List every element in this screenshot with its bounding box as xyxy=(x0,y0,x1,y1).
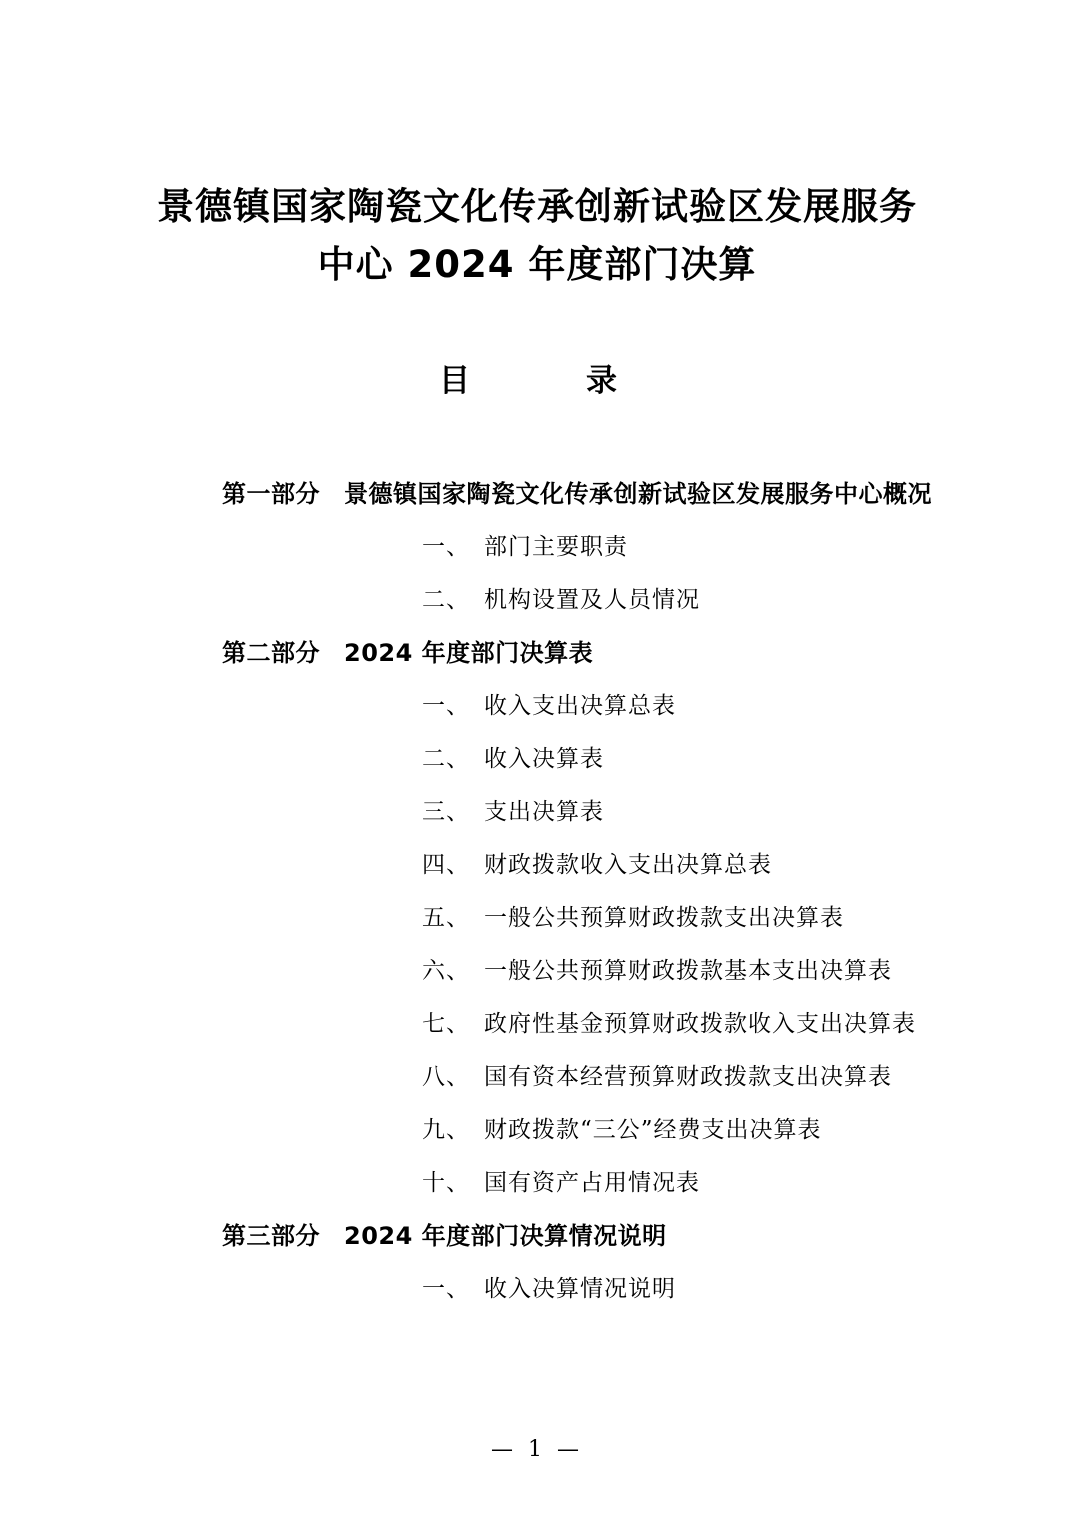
toc-item[interactable] xyxy=(150,998,940,1051)
toc-part-label: 第一部分 xyxy=(222,480,320,508)
toc-item[interactable] xyxy=(150,892,940,945)
toc-item-number: 七、 xyxy=(422,1011,470,1037)
toc-item-label: 收入决算表 xyxy=(484,746,604,772)
toc-part-label: 第二部分 xyxy=(222,639,320,667)
toc-item-number: 五、 xyxy=(422,905,470,931)
toc-item-label: 一般公共预算财政拨款基本支出决算表 xyxy=(484,958,892,984)
toc-item-label: 支出决算表 xyxy=(484,799,604,825)
toc-item[interactable] xyxy=(150,839,940,892)
table-of-contents xyxy=(150,468,940,1316)
toc-part-title: 2024 年度部门决算表 xyxy=(344,639,594,667)
toc-item[interactable] xyxy=(150,1051,940,1104)
toc-item-number: 一、 xyxy=(422,693,470,719)
toc-item[interactable] xyxy=(150,1263,940,1316)
toc-item-label: 收入支出决算总表 xyxy=(484,693,676,719)
toc-item-number: 六、 xyxy=(422,958,470,984)
toc-item[interactable] xyxy=(150,574,940,627)
toc-item-label: 政府性基金预算财政拨款收入支出决算表 xyxy=(484,1011,916,1037)
toc-item-label: 机构设置及人员情况 xyxy=(484,587,700,613)
toc-heading: 目 录 xyxy=(439,363,635,399)
toc-item-number: 二、 xyxy=(422,587,470,613)
toc-part-title: 2024 年度部门决算情况说明 xyxy=(344,1222,667,1250)
toc-item[interactable] xyxy=(150,1157,940,1210)
toc-item-number: 八、 xyxy=(422,1064,470,1090)
toc-item-number: 九、 xyxy=(422,1117,470,1143)
toc-item-label: 部门主要职责 xyxy=(484,534,628,560)
toc-item-label: 一般公共预算财政拨款支出决算表 xyxy=(484,905,844,931)
toc-item[interactable] xyxy=(150,521,940,574)
toc-item[interactable] xyxy=(150,945,940,998)
toc-item[interactable] xyxy=(150,733,940,786)
toc-item-label: 国有资本经营预算财政拨款支出决算表 xyxy=(484,1064,892,1090)
toc-item-number: 三、 xyxy=(422,799,470,825)
toc-item-number: 一、 xyxy=(422,1276,470,1302)
toc-item-number: 十、 xyxy=(422,1170,470,1196)
toc-item-number: 一、 xyxy=(422,534,470,560)
toc-item-number: 四、 xyxy=(422,852,470,878)
toc-part-title: 景德镇国家陶瓷文化传承创新试验区发展服务中心概况 xyxy=(344,480,932,508)
toc-item-label: 国有资产占用情况表 xyxy=(484,1170,700,1196)
page-number: — 1 — xyxy=(491,1437,583,1462)
toc-item-label: 财政拨款收入支出决算总表 xyxy=(484,852,772,878)
document-title: 景德镇国家陶瓷文化传承创新试验区发展服务中心 2024 年度部门决算 xyxy=(157,185,917,286)
toc-item[interactable] xyxy=(150,1104,940,1157)
toc-item[interactable] xyxy=(150,680,940,733)
toc-item-number: 二、 xyxy=(422,746,470,772)
toc-item-label: 收入决算情况说明 xyxy=(484,1276,676,1302)
toc-item-label: 财政拨款“三公”经费支出决算表 xyxy=(484,1117,822,1143)
toc-part-heading[interactable] xyxy=(150,627,940,680)
toc-item[interactable] xyxy=(150,786,940,839)
toc-part-heading[interactable] xyxy=(150,1210,940,1263)
toc-part-heading[interactable] xyxy=(150,468,940,521)
toc-part-label: 第三部分 xyxy=(222,1222,320,1250)
